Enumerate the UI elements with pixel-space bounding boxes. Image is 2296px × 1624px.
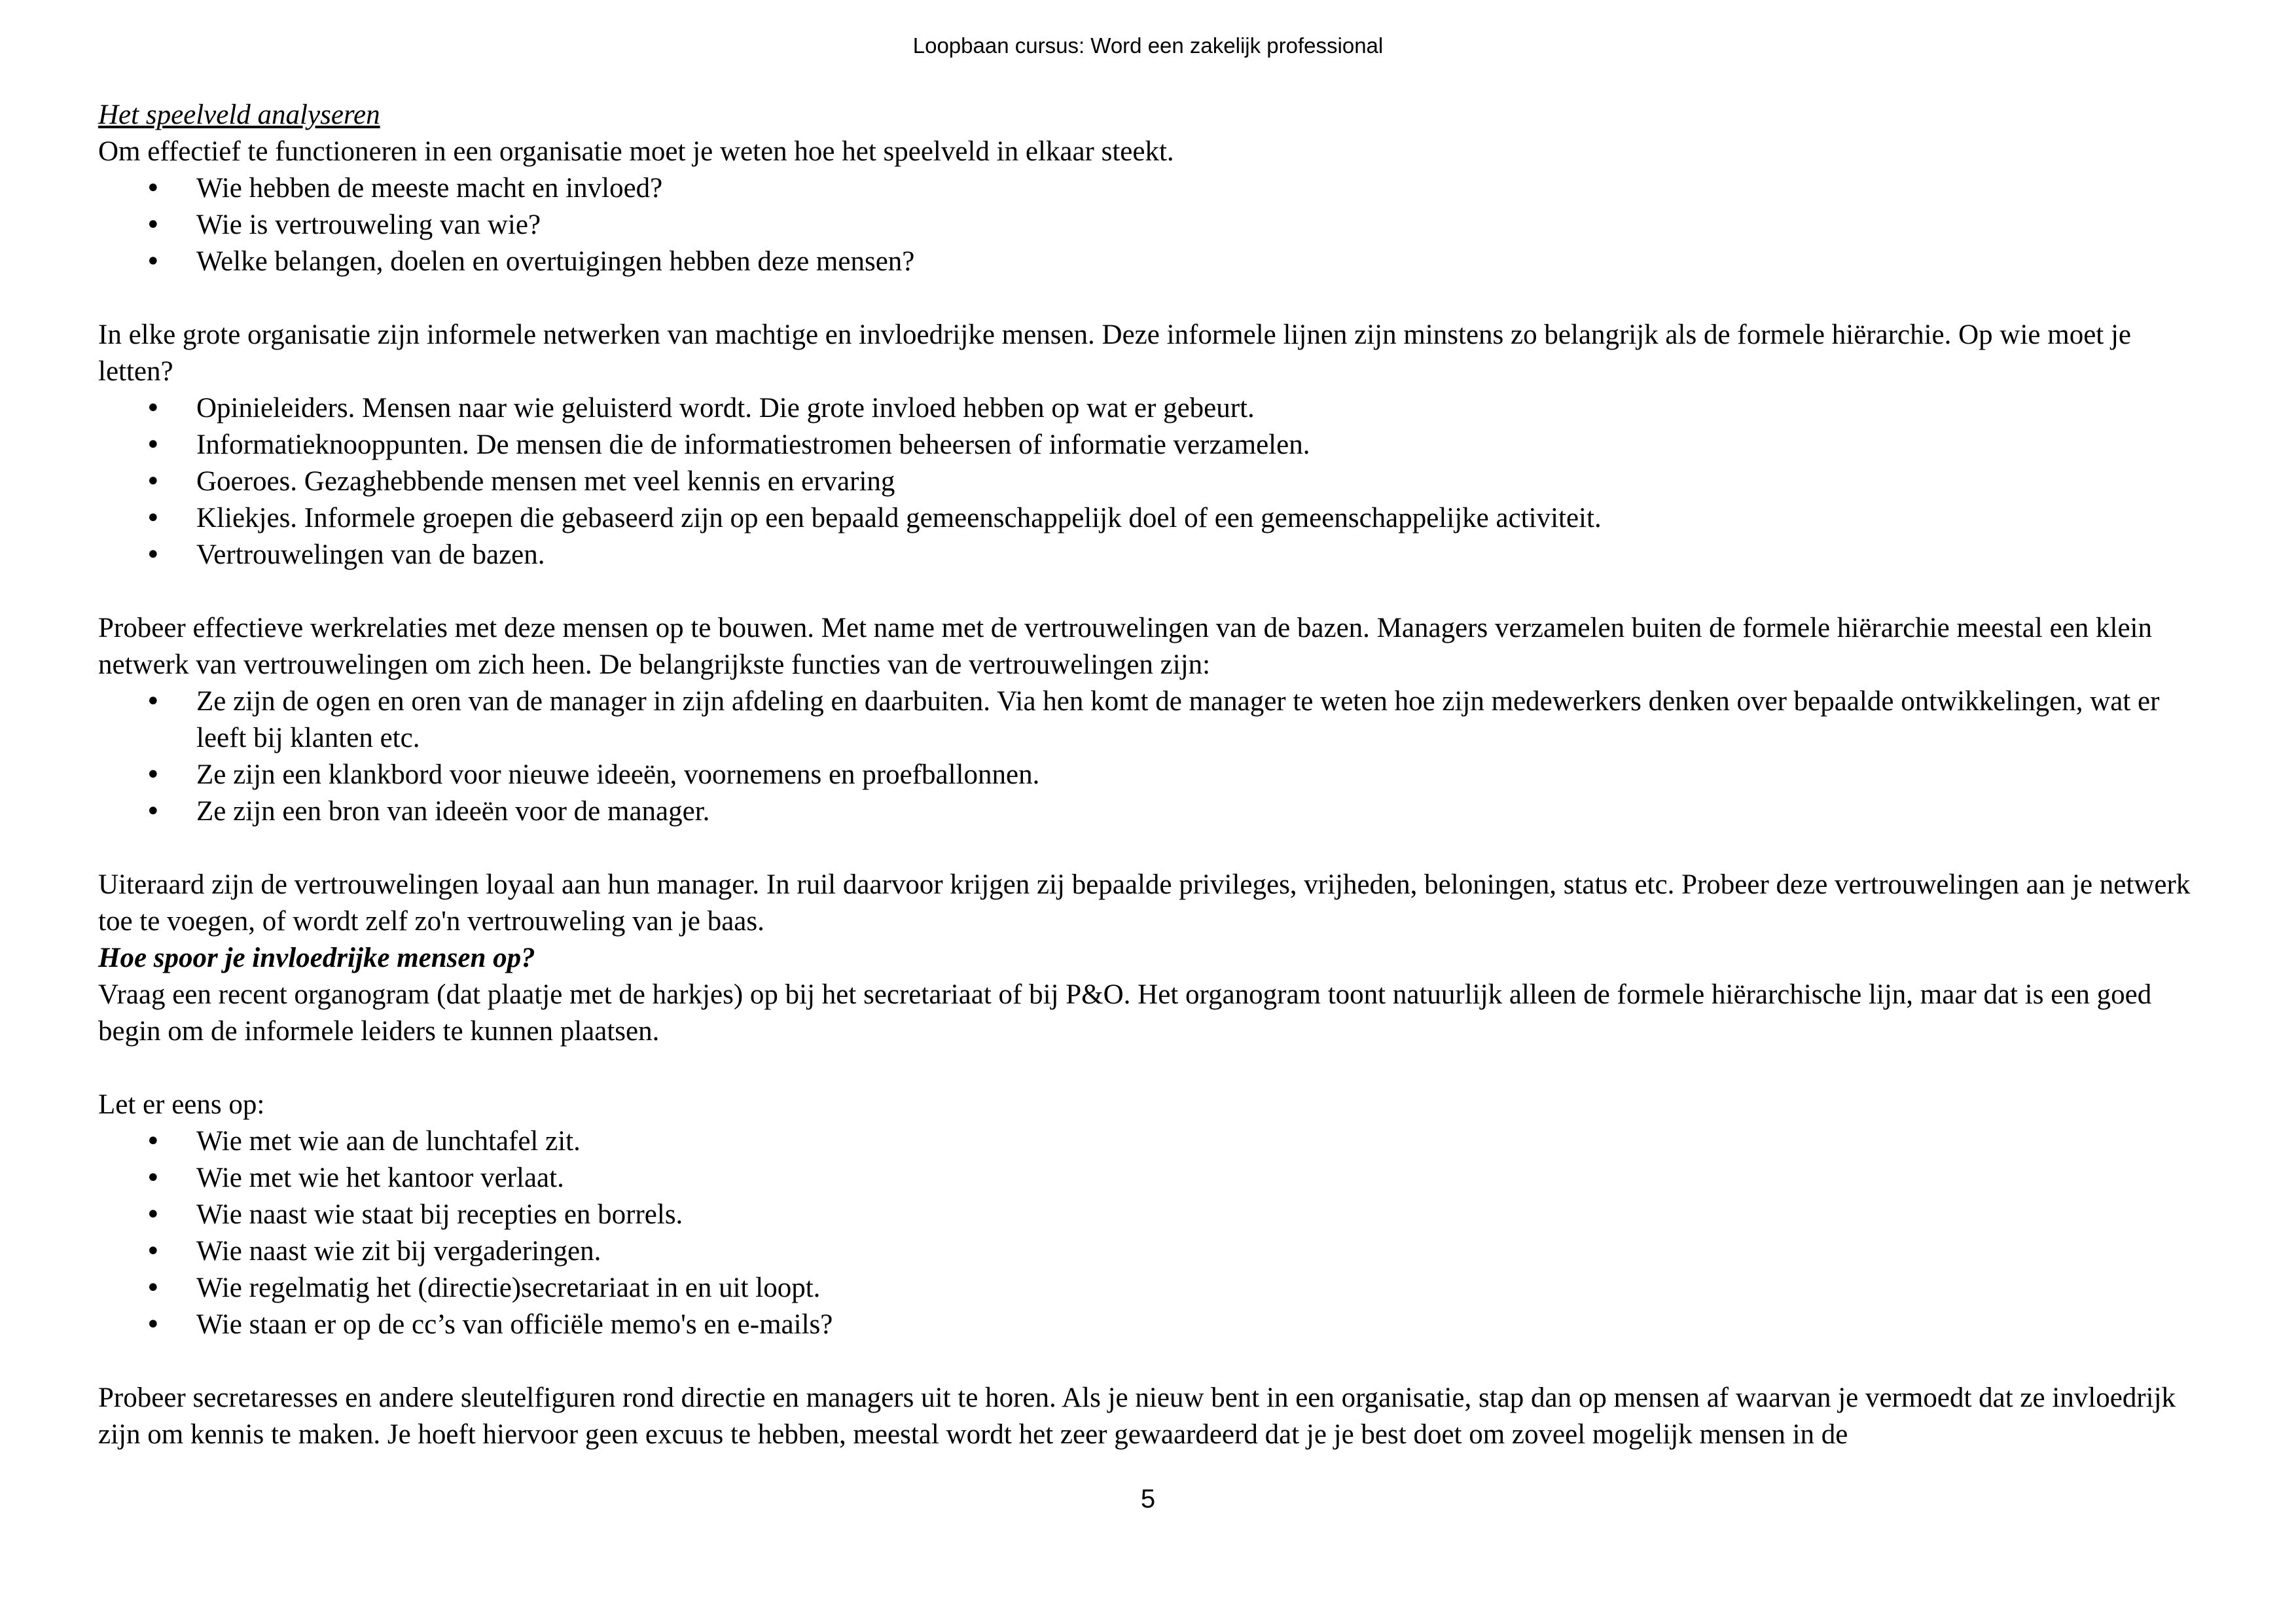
document-body [98,97,2206,1453]
bullet-icon: • [145,540,161,570]
list-item-text: Welke belangen, doelen en overtuigingen hebben deze mensen? [196,246,915,277]
list-item-text: Wie is vertrouweling van wie? [196,209,541,240]
list-item-text: Ze zijn een bron van ideeën voor de manager. [196,796,710,827]
list-item [98,1197,2206,1233]
list-item-text: Wie hebben de meeste macht en invloed? [196,173,663,204]
list-item-text: Opinieleiders. Mensen naar wie geluisterd wordt. Die grote invloed hebben op wat er gebeurt. [196,393,1255,424]
bullet-icon: • [145,393,161,424]
bullet-icon: • [145,1127,161,1157]
list-item [98,1160,2206,1197]
bullet-list-functies [98,683,2206,830]
page-number: 5 [1140,1485,1156,1513]
list-item [98,683,2206,757]
list-item-text: Wie staan er op de cc’s van officiële memo's en e-mails? [196,1309,833,1340]
list-item [98,1270,2206,1307]
bullet-icon: • [145,210,161,240]
list-item [98,463,2206,500]
bullet-icon: • [145,1273,161,1303]
paragraph-informele-netwerken: In elke grote organisatie zijn informele netwerken van machtige en invloedrijke mensen. Deze informele lijnen zijn minstens zo belangrijk als de formele hiërarchie. Op wie moet je letten? [98,319,2132,387]
list-item [98,390,2206,427]
list-item [98,537,2206,573]
bullet-icon: • [145,1310,161,1340]
list-item [98,244,2206,280]
paragraph-let-er-op: Let er eens op: [98,1089,265,1120]
list-item [98,1233,2206,1270]
list-item-text: Wie regelmatig het (directie)secretariaat in en uit loopt. [196,1272,821,1303]
section-heading-invloedrijke-mensen: Hoe spoor je invloedrijke mensen op? [98,943,535,973]
bullet-icon: • [145,687,161,717]
list-item-text: Vertrouwelingen van de bazen. [196,539,545,570]
bullet-list-speelveld [98,170,2206,280]
bullet-icon: • [145,760,161,790]
list-item-text: Goeroes. Gezaghebbende mensen met veel kennis en ervaring [196,466,895,497]
bullet-icon: • [145,1200,161,1230]
list-item-text: Ze zijn een klankbord voor nieuwe ideeën, voornemens en proefballonnen. [196,759,1040,790]
paragraph-sleutelfiguren: Probeer secretaresses en andere sleutelfiguren rond directie en managers uit te horen. Als je nieuw bent in een organisatie, stap dan op mensen af waarvan je vermoedt dat ze invloedrijk zijn om kennis te maken. Je hoeft hiervoor geen excuus te hebben, meestal wordt het zeer gewaardeerd dat je je best doet om zoveel mogelijk mensen in de [98,1382,2176,1450]
list-item-text: Ze zijn de ogen en oren van de manager in zijn afdeling en daarbuiten. Via hen komt de manager te weten hoe zijn medewerkers denken over bepaalde ontwikkelingen, wat er leeft bij klanten etc. [196,686,2160,753]
list-item-text: Wie naast wie staat bij recepties en borrels. [196,1199,683,1230]
list-item-text: Wie met wie het kantoor verlaat. [196,1163,564,1193]
paragraph-werkrelaties: Probeer effectieve werkrelaties met deze mensen op te bouwen. Met name met de vertrouwelingen van de bazen. Managers verzamelen buiten de formele hiërarchie meestal een klein netwerk van vertrouwelingen om zich heen. De belangrijkste functies van de vertrouwelingen zijn: [98,613,2152,680]
page-header: Loopbaan cursus: Word een zakelijk professional [912,33,1384,58]
list-item-text: Wie naast wie zit bij vergaderingen. [196,1236,601,1267]
list-item-text: Wie met wie aan de lunchtafel zit. [196,1126,581,1157]
list-item [98,1307,2206,1343]
bullet-icon: • [145,430,161,460]
bullet-list-observaties [98,1123,2206,1343]
list-item-text: Informatieknooppunten. De mensen die de informatiestromen beheersen of informatie verzamelen. [196,429,1310,460]
bullet-icon: • [145,467,161,497]
list-item [98,757,2206,793]
paragraph-intro: Om effectief te functioneren in een organisatie moet je weten hoe het speelveld in elkaar steekt. [98,136,1174,167]
paragraph-loyaal: Uiteraard zijn de vertrouwelingen loyaal aan hun manager. In ruil daarvoor krijgen zij bepaalde privileges, vrijheden, beloningen, status etc. Probeer deze vertrouwelingen aan je netwerk toe te voegen, of wordt zelf zo'n vertrouweling van je baas. [98,869,2191,937]
bullet-list-letten [98,390,2206,573]
list-item [98,1123,2206,1160]
paragraph-organogram: Vraag een recent organogram (dat plaatje met de harkjes) op bij het secretariaat of bij P&O. Het organogram toont natuurlijk alleen de formele hiërarchische lijn, maar dat is een goed begin om de informele leiders te kunnen plaatsen. [98,979,2152,1047]
list-item [98,793,2206,830]
list-item [98,207,2206,244]
list-item-text: Kliekjes. Informele groepen die gebaseerd zijn op een bepaald gemeenschappelijk doel of een gemeenschappelijke activiteit. [196,503,1602,533]
bullet-icon: • [145,1236,161,1267]
section-heading-speelveld: Het speelveld analyseren [98,99,380,130]
bullet-icon: • [145,503,161,533]
bullet-icon: • [145,247,161,277]
bullet-icon: • [145,173,161,204]
bullet-icon: • [145,797,161,827]
list-item [98,427,2206,463]
list-item [98,170,2206,207]
bullet-icon: • [145,1163,161,1193]
list-item [98,500,2206,537]
